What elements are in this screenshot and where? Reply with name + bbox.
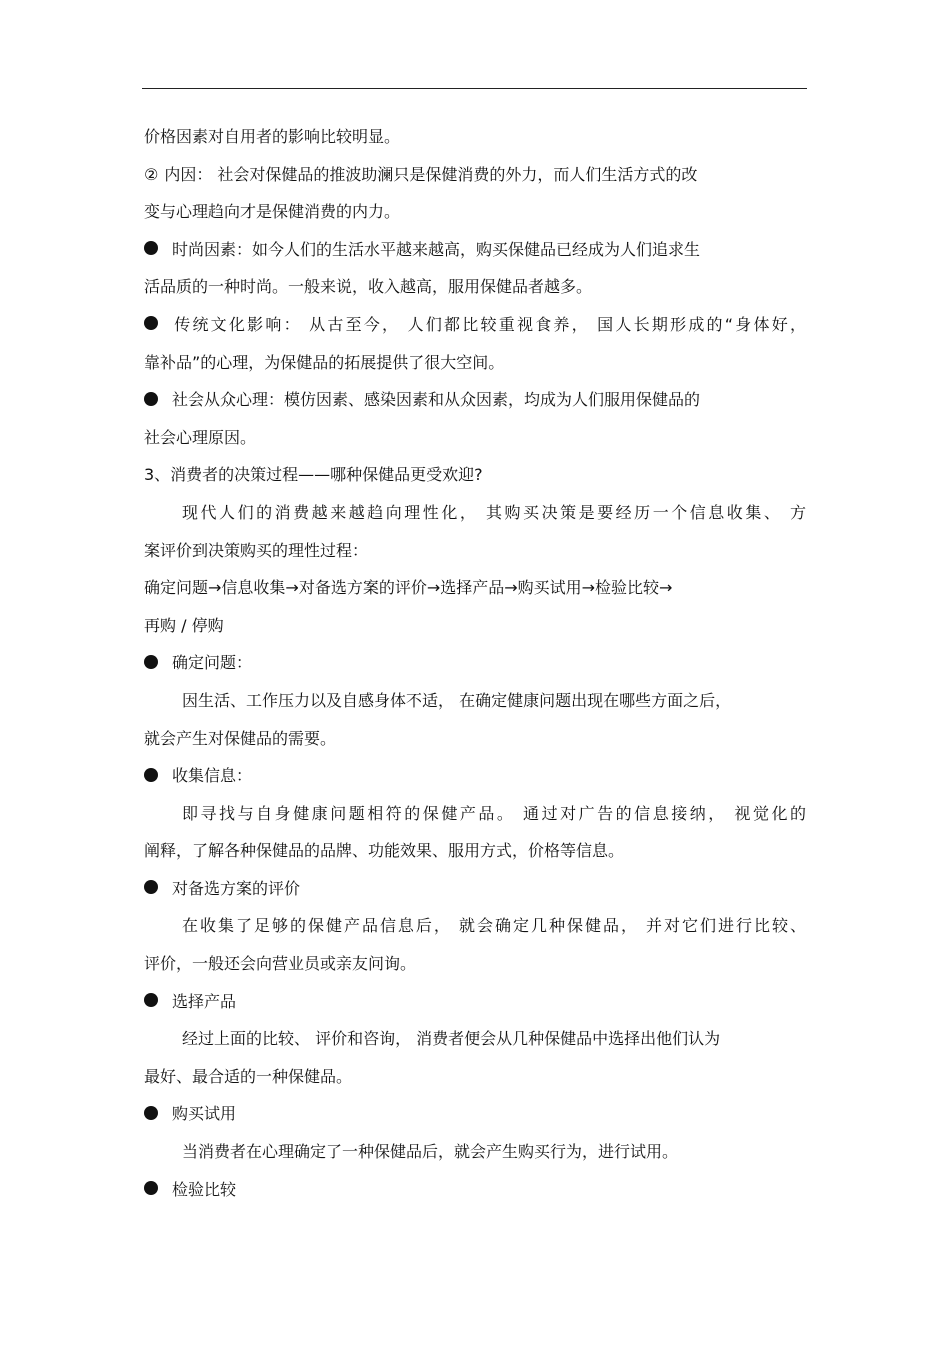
paragraph-line [144,118,806,156]
line-text: 价格因素对自用者的影响比较明显。 [144,127,401,146]
line-text: 购买试用 [172,1104,237,1124]
paragraph-line [144,945,806,983]
bullet-item [144,983,806,1021]
line-text: 收集信息： [172,766,253,786]
paragraph-line [144,720,806,758]
line-text: 确定问题→信息收集→对备选方案的评价→选择产品→购买试用→检验比较→ [144,578,673,598]
line-text: 检验比较 [172,1179,237,1199]
bullet-dot-icon [144,392,158,406]
bullet-dot-icon [144,241,158,255]
header-rule [142,88,807,89]
line-text: 活品质的一种时尚。一般来说，收入越高，服用保健品者越多。 [144,277,593,297]
paragraph-line [144,344,806,382]
line-text: 案评价到决策购买的理性过程： [144,540,369,560]
bullet-dot-icon [144,1181,158,1195]
bullet-item [144,306,806,344]
bullet-dot-icon [144,768,158,782]
line-text: 确定问题： [172,653,253,673]
bullet-dot-icon [144,655,158,669]
paragraph-line-indented [144,1020,806,1058]
paragraph-line [144,193,806,231]
line-text: 就会产生对保健品的需要。 [144,728,337,748]
line-text: 在收集了足够的保健产品信息后， 就会确定几种保健品， 并对它们进行比较、 [182,916,806,936]
line-text: 选择产品 [172,991,237,1011]
bullet-dot-icon [144,1106,158,1120]
list-marker: ② [144,164,159,184]
bullet-item [144,870,806,908]
bullet-item [144,1171,806,1209]
line-text: 即寻找与自身健康问题相符的保健产品。 通过对广告的信息接纳， 视觉化的 [182,803,806,823]
bullet-dot-icon [144,880,158,894]
paragraph-line [144,268,806,306]
paragraph-line [144,419,806,457]
line-text: 靠补品”的心理，为保健品的拓展提供了很大空间。 [144,352,505,372]
line-text: 传统文化影响： 从古至今， 人们都比较重视食养， 国人长期形成的“身体好， [172,314,806,334]
bullet-dot-icon [144,316,158,330]
paragraph-line-indented [144,1133,806,1171]
bullet-item [144,757,806,795]
paragraph-line-indented [144,682,806,720]
line-text: 最好、最合适的一种保健品。 [144,1066,353,1086]
line-text: 经过上面的比较、 评价和咨询， 消费者便会从几种保健品中选择出他们认为 [182,1029,721,1049]
bullet-item [144,381,806,419]
paragraph-line [144,607,806,645]
bullet-item [144,1095,806,1133]
bullet-dot-icon [144,993,158,1007]
paragraph-line [144,532,806,570]
line-text: 评价，一般还会向营业员或亲友问询。 [144,954,417,974]
line-text: 现代人们的消费越来越趋向理性化， 其购买决策是要经历一个信息收集、 方 [182,502,806,522]
bullet-item [144,644,806,682]
paragraph-line-indented [144,907,806,945]
paragraph-line [144,832,806,870]
line-text: 因生活、工作压力以及自感身体不适， 在确定健康问题出现在哪些方面之后， [182,690,732,710]
paragraph-line-indented [144,795,806,833]
line-text: 时尚因素：如今人们的生活水平越来越高，购买保健品已经成为人们追求生 [172,239,701,259]
line-text: 社会心理原因。 [144,427,257,447]
line-text: 再购 / 停购 [144,615,224,635]
line-text: 当消费者在心理确定了一种保健品后，就会产生购买行为，进行试用。 [182,1142,679,1162]
line-text: 内因： 社会对保健品的推波助澜只是保健消费的外力，而人们生活方式的改 [164,164,698,184]
paragraph-line [144,456,806,494]
bullet-item [144,231,806,269]
line-text: 阐释，了解各种保健品的品牌、功能效果、服用方式，价格等信息。 [144,841,625,861]
line-text: 变与心理趋向才是保健消费的内力。 [144,202,401,222]
paragraph-line [144,156,806,194]
paragraph-line [144,1058,806,1096]
line-text: 社会从众心理：模仿因素、感染因素和从众因素，均成为人们服用保健品的 [172,390,701,410]
line-text: 3、消费者的决策过程——哪种保健品更受欢迎? [144,465,483,485]
paragraph-line [144,569,806,607]
paragraph-line-indented [144,494,806,532]
document-body [144,118,806,1208]
line-text: 对备选方案的评价 [172,878,301,898]
